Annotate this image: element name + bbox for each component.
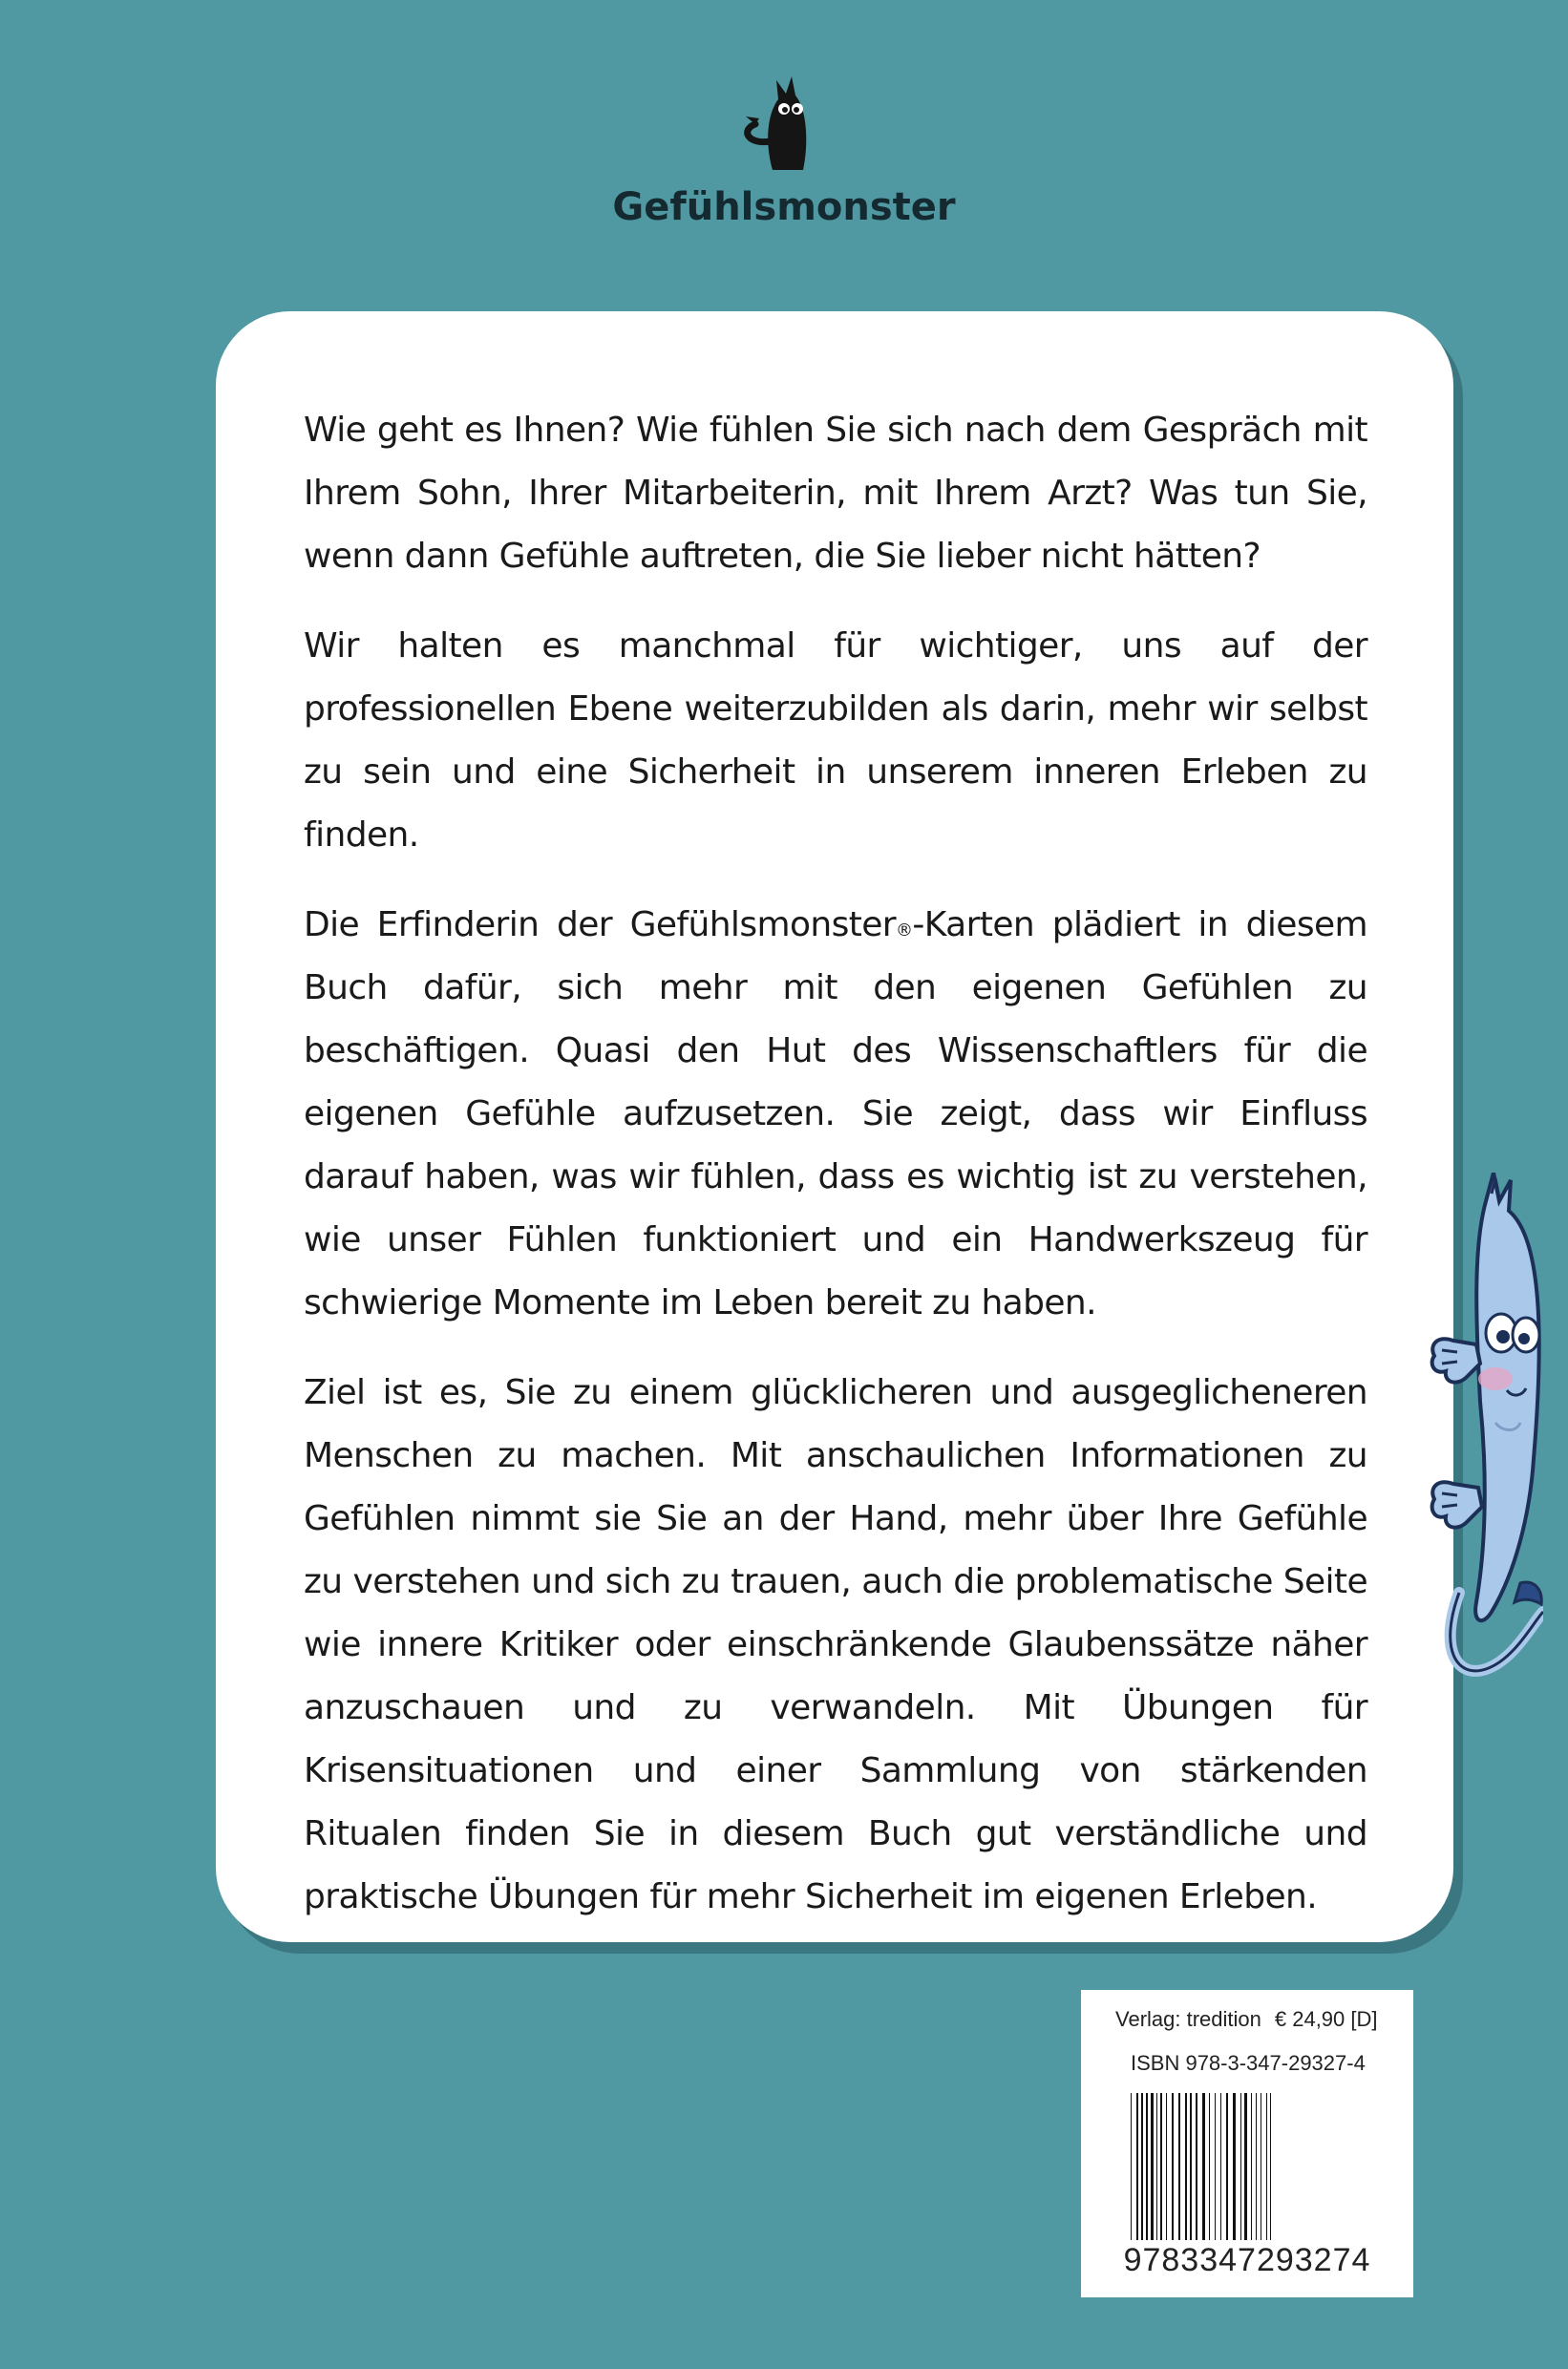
blurb-paragraph-2: Wir halten es manchmal für wichtiger, uns auf der professionellen Ebene weiterzubilden als darin, mehr wir selbst zu sein und eine Sicherheit in unserem inneren Erleben zu finden. xyxy=(304,626,1367,855)
blurb-paragraph-3-rest: -Karten plädiert in diesem Buch dafür, sich mehr mit den eigenen Gefühlen zu beschäftigen. Quasi den Hut des Wissenschaftlers für die eigenen Gefühle aufzusetzen. Sie zeigt, dass wir Einfluss darauf haben, was wir fühlen, dass es wichtig ist zu verstehen, wie unser Fühlen funktioniert und ein Handwerkszeug für schwierige Momente im Leben bereit zu haben. xyxy=(304,905,1367,1322)
registered-mark: ® xyxy=(896,920,913,941)
barcode-bar xyxy=(1256,2093,1257,2240)
barcode-bar xyxy=(1146,2093,1148,2240)
barcode-bar xyxy=(1233,2093,1236,2240)
barcode-bar xyxy=(1251,2093,1252,2240)
barcode-bar xyxy=(1156,2093,1157,2240)
monster-logo-icon xyxy=(727,67,841,172)
peeking-monster-illustration xyxy=(1400,1173,1543,1707)
blurb-paragraph-3-start: Die Erfinderin der Gefühlsmonster xyxy=(304,905,897,944)
barcode-bar xyxy=(1178,2093,1180,2240)
barcode-bar xyxy=(1141,2093,1143,2240)
barcode-bar xyxy=(1172,2093,1174,2240)
barcode-bar xyxy=(1131,2093,1132,2240)
barcode-bar xyxy=(1240,2093,1241,2240)
barcode-bar xyxy=(1166,2093,1167,2240)
isbn-price-box xyxy=(1081,1990,1413,2297)
barcode-bar xyxy=(1270,2093,1271,2240)
barcode-bar xyxy=(1202,2093,1205,2240)
blurb-card xyxy=(216,311,1453,1942)
barcode-bar xyxy=(1190,2093,1192,2240)
barcode-bar xyxy=(1196,2093,1197,2240)
barcode xyxy=(1129,2093,1366,2240)
monster-body xyxy=(1475,1173,1539,1620)
publisher-price-line xyxy=(1115,2007,1378,2032)
barcode-bar xyxy=(1244,2093,1247,2240)
blurb-paragraph-4: Ziel ist es, Sie zu einem glücklicheren und ausgeglicheneren Menschen zu machen. Mit anschaulichen Informationen zu Gefühlen nimmt sie Sie an der Hand, mehr über Ihre Gefühle zu verstehen und sich zu trauen, auch die problematische Seite wie innere Kritiker oder einschränkende Glaubenssätze näher anzuschauen und zu verwandeln. Mit Übungen für Krisensituationen und einer Sammlung von stärkenden Ritualen finden Sie in diesem Buch gut verständliche und praktische Übungen für mehr Sicherheit im eigenen Erleben. xyxy=(304,1373,1367,1916)
barcode-bar xyxy=(1136,2093,1138,2240)
barcode-bar xyxy=(1215,2093,1216,2240)
brand-logo xyxy=(0,67,1568,229)
barcode-bar xyxy=(1160,2093,1162,2240)
blurb-text xyxy=(304,399,1367,1956)
barcode-bar xyxy=(1220,2093,1221,2240)
publisher: Verlag: tredition xyxy=(1115,2007,1261,2031)
barcode-bar xyxy=(1226,2093,1228,2240)
barcode-bar xyxy=(1209,2093,1210,2240)
barcode-bar xyxy=(1266,2093,1267,2240)
barcode-bar xyxy=(1151,2093,1154,2240)
isbn-number: ISBN 978-3-347-29327-4 xyxy=(1131,2051,1366,2075)
blurb-paragraph-3 xyxy=(304,894,1367,1335)
ean-digits: 9783347293274 xyxy=(1123,2242,1371,2278)
price: € 24,90 [D] xyxy=(1274,2007,1378,2031)
brand-name: Gefühlsmonster xyxy=(612,185,956,229)
blurb-paragraph-1: Wie geht es Ihnen? Wie fühlen Sie sich nach dem Gespräch mit Ihrem Sohn, Ihrer Mitarbeiterin, mit Ihrem Arzt? Was tun Sie, wenn dann Gefühle auftreten, die Sie lieber nicht hätten? xyxy=(304,411,1367,576)
barcode-bar xyxy=(1185,2093,1187,2240)
